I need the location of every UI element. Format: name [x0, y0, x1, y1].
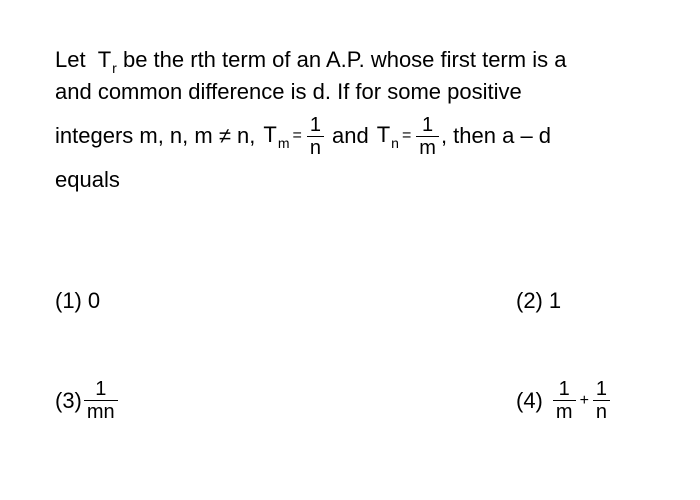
tm-fraction-denominator: n — [309, 136, 321, 159]
option-4-fraction-1 — [553, 378, 576, 423]
tm-fraction-numerator: 1 — [309, 113, 321, 136]
option-2-value: 1 — [548, 288, 562, 313]
tn-fraction — [416, 114, 439, 159]
option-2-label: (2) — [516, 288, 543, 313]
tn-fraction-numerator: 1 — [422, 113, 434, 136]
option-4-numerator-1: 1 — [558, 378, 570, 400]
option-1[interactable] — [55, 288, 100, 314]
tm-symbol — [263, 119, 289, 153]
question-line-3 — [55, 108, 655, 164]
question-integers-text: integers m, n, m ≠ n, — [55, 123, 256, 148]
option-4-numerator-2: 1 — [595, 378, 608, 400]
option-3[interactable] — [55, 378, 120, 423]
question-line-1-text: be the rth term of an A.P. whose first term is a — [122, 47, 567, 72]
tm-T: T — [263, 122, 277, 147]
tn-equals: = — [401, 127, 412, 144]
question-line-4 — [55, 164, 655, 196]
option-3-label: (3) — [55, 387, 82, 413]
option-3-numerator: 1 — [95, 378, 107, 400]
option-3-denominator: mn — [86, 401, 115, 423]
tn-symbol — [377, 119, 399, 153]
term-r-subscript: r — [112, 60, 117, 76]
question-line-2-text: and common difference is d. If for some positive — [55, 79, 522, 104]
tn-T: T — [376, 122, 391, 147]
term-T: T — [97, 47, 112, 72]
option-4-fraction-2 — [593, 378, 610, 423]
option-1-value: 0 — [87, 288, 101, 313]
and-text: and — [331, 123, 369, 148]
option-4-denominator-2: n — [595, 401, 608, 423]
question-then-text: , then a – d — [440, 123, 552, 148]
option-4[interactable] — [516, 378, 612, 423]
option-4-plus: + — [579, 391, 589, 409]
question-text — [55, 44, 655, 196]
term-symbol — [98, 44, 117, 78]
question-equals-text: equals — [55, 167, 120, 192]
tm-fraction — [307, 114, 324, 159]
option-3-fraction — [84, 378, 118, 423]
tm-subscript: m — [277, 135, 290, 151]
option-2[interactable] — [516, 288, 561, 314]
question-line-2 — [55, 76, 655, 108]
tn-subscript: n — [391, 135, 399, 151]
question-let: Let — [55, 47, 86, 72]
tm-equals: = — [292, 127, 302, 144]
question-line-1 — [55, 44, 655, 76]
option-4-label: (4) — [516, 387, 543, 413]
tn-fraction-denominator: m — [419, 136, 436, 159]
option-1-label: (1) — [55, 288, 82, 313]
option-4-denominator-1: m — [555, 401, 573, 423]
